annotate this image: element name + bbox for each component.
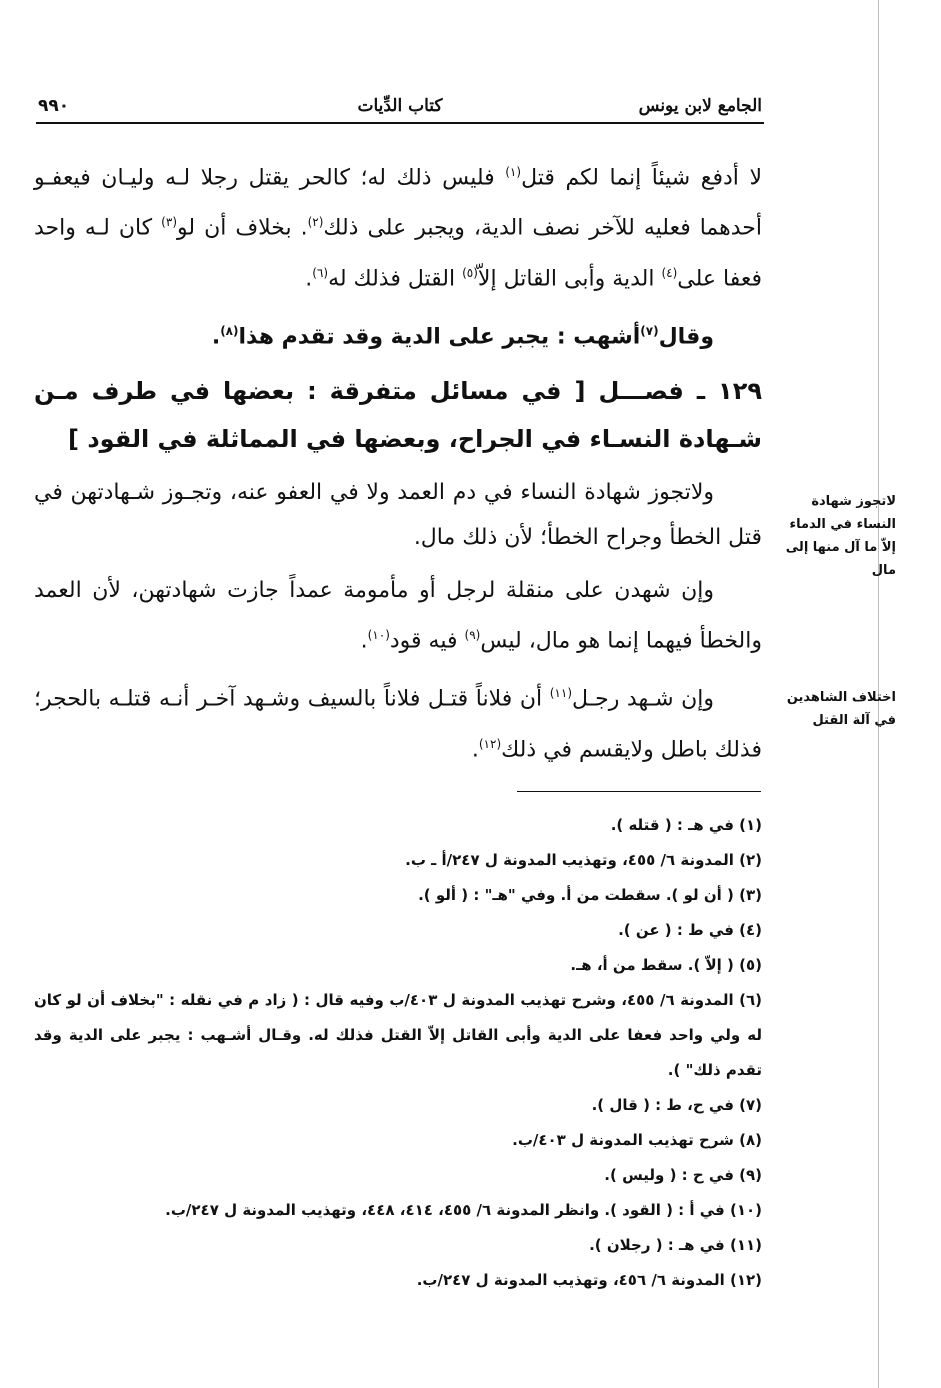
running-header	[36, 94, 764, 124]
margin-note-witness-disagreement: اختلاف الشاهدين في آلة القتل	[786, 690, 896, 728]
footnote-6: (٦) المدونة ٦/ ٤٥٥، وشرح تهذيب المدونة ل ٤٠٣/ب وفيه قال : ( زاد م في نقله : "بخلاف أن لو كان له ولي واحد فعفا على الدية وأبى القاتل إلاّ القتل فذلك له. وقـال أشـهب : يجبر على الدية وقد تقدم ذلك" ).	[34, 991, 762, 1079]
footnote-1: (١) في هـ : ( قتله ).	[610, 816, 762, 834]
footnote-9: (٩) في ح : ( وليس ).	[604, 1166, 762, 1184]
paragraph-1: لا أدفع شيئاً إنما لكم قتل$^{(١)}$ فليس ذلك له؛ كالحر يقتل رجلا لـه وليـان فيعفـو أحدهما فعليه للآخر نصف الدية، ويجبر على ذلك$^{(٢)}$. بخلاف أن لو$^{(٣)}$ كان لـه واحد فعفا على$^{(٤)}$ الدية وأبى القاتل إلاّ$^{(٥)}$ القتل فذلك له$^{(٦)}$.	[34, 165, 762, 291]
book-section: كتاب الدِّيات	[357, 96, 443, 116]
paragraph-5: وإن شـهد رجـل$^{(١١)}$ أن فلاناً قتـل فلاناً بالسيف وشـهد آخـر أنـه قتلـه بالحجر؛ فذلك باطل ولايقسم في ذلك$^{(١٢)}$.	[34, 686, 762, 762]
footnote-7: (٧) في ح، ط : ( قال ).	[591, 1096, 762, 1114]
footnote-10: (١٠) في أ : ( القود ). وانظر المدونة ٦/ ٤٥٥، ٤١٤، ٤٤٨، وتهذيب المدونة ل ٢٤٧/ب.	[165, 1201, 762, 1219]
paragraph-4: وإن شهدن على منقلة لرجل أو مأمومة عمداً جازت شهادتهن، لأن العمد والخطأ فيهما إنما هو مال، ليس$^{(٩)}$ فيه قود$^{(١٠)}$.	[34, 578, 762, 654]
footnote-11: (١١) في هـ : ( رجلان ).	[589, 1236, 762, 1254]
footnote-2: (٢) المدونة ٦/ ٤٥٥، وتهذيب المدونة ل ٢٤٧/أ ـ ب.	[405, 851, 762, 869]
paragraph-2: وقال$^{(٧)}$أشهب : يجبر على الدية وقد تقدم هذا$^{(٨)}$.	[211, 323, 714, 350]
footnote-4: (٤) في ط : ( عن ).	[618, 921, 762, 939]
paragraph-3: ولاتجوز شهادة النساء في دم العمد ولا في العفو عنه، وتجـوز شـهادتهن في قتل الخطأ وجراح الخطأ؛ لأن ذلك مال.	[34, 480, 762, 550]
section-heading: ١٢٩ ـ فصـــل [ في مسائل متفرقة : بعضها في طرف مـن شـهادة النسـاء في الجراح، وبعضها في المماثلة في القود ]	[34, 377, 762, 453]
footnote-3: (٣) ( أن لو ). سقطت من أ. وفي "هـ" : ( ألو ).	[418, 886, 762, 904]
section-text	[34, 470, 762, 772]
footnotes	[34, 808, 762, 1298]
opening-text	[34, 150, 762, 359]
footnote-5: (٥) ( إلاّ ). سقط من أ، هـ.	[570, 956, 762, 974]
book-title: الجامع لابن يونس	[638, 96, 762, 116]
page-number: ٩٩٠	[38, 96, 70, 116]
footnote-8: (٨) شرح تهذيب المدونة ل ٤٠٣/ب.	[512, 1131, 762, 1149]
footnote-12: (١٢) المدونة ٦/ ٤٥٦، وتهذيب المدونة ل ٢٤٧/ب.	[416, 1271, 762, 1289]
margin-note-women-testimony: لاتجوز شهادة النساء في الدماء إلاّ ما آل منها إلى مال	[785, 494, 896, 578]
footnote-separator	[517, 791, 761, 792]
